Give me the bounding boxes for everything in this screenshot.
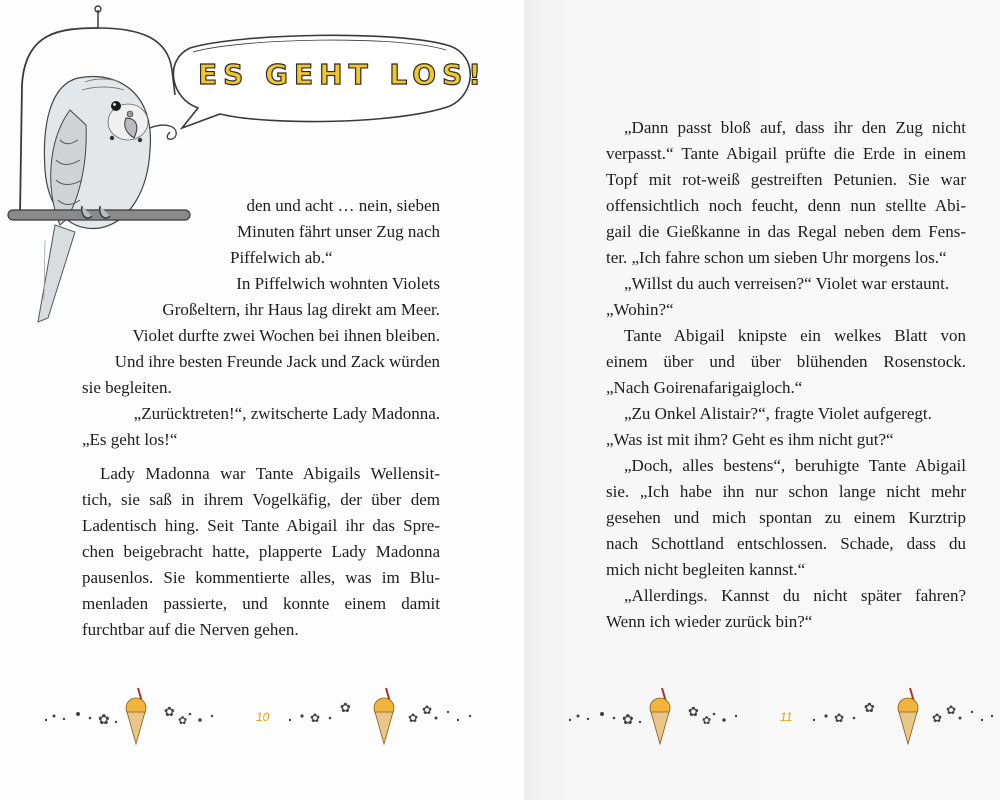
svg-text:✿: ✿ — [688, 705, 699, 720]
text-line: Violet durfte zwei Wochen bei ihnen bleiben. — [132, 326, 440, 345]
svg-text:✿: ✿ — [622, 712, 634, 728]
text-line: Wenn ich wieder zurück bin?“ — [606, 612, 813, 631]
text-line: Ladentisch hing. Seit Tante Abigail ihr das Spre- — [82, 516, 440, 535]
text-line: gail die Gießkanne in das Regal neben dem Fens- — [606, 222, 966, 241]
svg-text:✿: ✿ — [178, 714, 188, 727]
svg-text:✿: ✿ — [340, 701, 351, 716]
text-line: pausenlos. Sie kommentierte alles, was im Blu- — [82, 568, 440, 587]
svg-text:✿: ✿ — [702, 714, 712, 727]
page-number: 11 — [780, 710, 793, 724]
ice-cream-cone-icon — [898, 688, 918, 744]
text-line: Minuten fährt unser Zug nach — [237, 222, 440, 241]
text-line: furchtbar auf die Nerven gehen. — [82, 620, 299, 639]
text-line: sie. „Ich habe ihn nur schon lange nicht mehr — [606, 482, 966, 501]
text-line: Tante Abigail knipste ein welkes Blatt von — [624, 326, 966, 345]
text-line: sie begleiten. — [82, 378, 172, 397]
svg-text:✿: ✿ — [422, 703, 433, 717]
ice-cream-cone-icon — [126, 688, 146, 744]
text-line: einem über und über blühenden Rosenstock. — [606, 352, 966, 371]
text-line: Topf mit rot-weiß gestreiften Petunien. Sie war — [606, 170, 966, 189]
ice-cream-cone-icon — [650, 688, 670, 744]
svg-text:✿: ✿ — [98, 712, 110, 728]
text-line: „Es geht los!“ — [82, 430, 178, 449]
right-page — [524, 0, 1000, 800]
text-line: tich, sie saß in ihrem Vogelkäfig, der über dem — [82, 490, 440, 509]
text-line: verpasst.“ Tante Abigail prüfte die Erde in einem — [606, 144, 966, 163]
ice-cream-cone-icon — [374, 688, 394, 744]
page-number: 10 — [256, 710, 270, 724]
text-line: Und ihre besten Freunde Jack und Zack würden — [114, 352, 440, 371]
text-line: „Dann passt bloß auf, dass ihr den Zug nicht — [624, 118, 966, 137]
text-line: In Piffelwich wohnten Violets — [236, 274, 440, 293]
text-line: „Allerdings. Kannst du nicht später fahren? — [624, 586, 966, 605]
text-line: „Was ist mit ihm? Geht es ihm nicht gut?“ — [606, 430, 894, 449]
text-line: nach Schottland entschlossen. Schade, dass du — [606, 534, 966, 553]
text-line: Großeltern, ihr Haus lag direkt am Meer. — [162, 300, 440, 319]
text-line: ter. „Ich fahre schon um sieben Uhr morgens los.“ — [606, 248, 947, 267]
text-line: mich nicht begleiten kannst.“ — [606, 560, 806, 579]
svg-text:✿: ✿ — [834, 711, 845, 725]
speech-bubble-text: ES GEHT LOS! — [198, 58, 488, 91]
svg-text:✿: ✿ — [408, 711, 419, 725]
text-line: „Willst du auch verreisen?“ Violet war erstaunt. — [624, 274, 950, 293]
svg-text:✿: ✿ — [932, 711, 943, 725]
text-line: „Zurücktreten!“, zwitscherte Lady Madonna. — [133, 404, 440, 423]
text-line: den und acht … nein, sieben — [246, 196, 440, 215]
text-line: offensichtlich noch feucht, denn nun stellte Abi- — [606, 196, 966, 215]
svg-text:✿: ✿ — [164, 705, 175, 720]
text-line: „Wohin?“ — [606, 300, 674, 319]
svg-text:✿: ✿ — [864, 701, 875, 716]
text-line: Lady Madonna war Tante Abigails Wellensit- — [100, 464, 440, 483]
svg-text:✿: ✿ — [946, 703, 957, 717]
text-line: „Nach Goirenafarigaigloch.“ — [606, 378, 803, 397]
text-line: menladen passierte, und konnte einem damit — [82, 594, 440, 613]
text-line: „Doch, alles bestens“, beruhigte Tante Abigail — [624, 456, 966, 475]
text-line: chen beigebracht hatte, plapperte Lady Madonna — [82, 542, 440, 561]
svg-text:✿: ✿ — [310, 711, 321, 725]
text-line: gesehen und mich spontan zu einem Kurztrip — [606, 508, 966, 527]
text-line: „Zu Onkel Alistair?“, fragte Violet aufgeregt. — [624, 404, 932, 423]
text-line: Piffelwich ab.“ — [230, 248, 333, 267]
